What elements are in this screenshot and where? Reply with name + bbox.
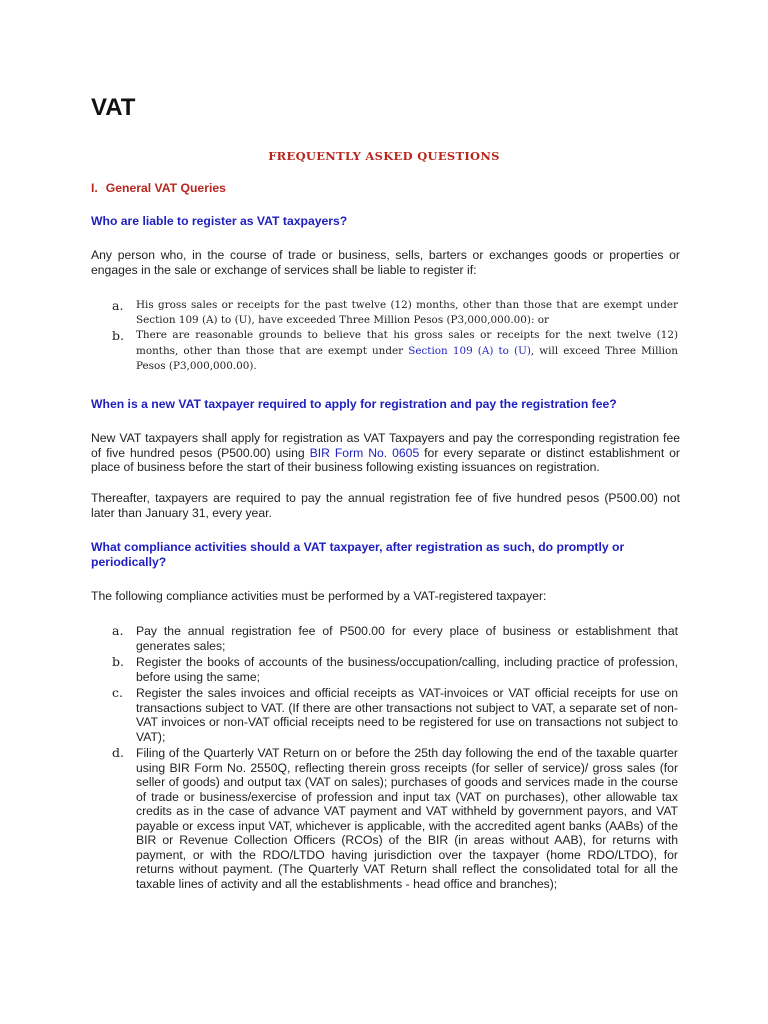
answer-compliance-activities: The following compliance activities must be performed by a VAT-registered taxpayer: <box>91 589 547 603</box>
list-marker: b. <box>112 328 124 344</box>
question-compliance-activities: What compliance activities should a VAT taxpayer, after registration as such, do promptly or periodically? <box>91 540 625 569</box>
section-label: General VAT Queries <box>105 181 226 195</box>
liability-conditions-list <box>112 298 678 374</box>
list-marker: a. <box>112 623 124 638</box>
question-liable-to-register: Who are liable to register as VAT taxpayers? <box>91 214 348 228</box>
list-marker: c. <box>112 685 123 700</box>
list-item-text: Register the books of accounts of the business/occupation/calling, including practice of profession, before using the same; <box>136 655 678 684</box>
answer-new-vat-registration <box>91 431 680 475</box>
list-item <box>112 686 678 744</box>
answer-text: for every separate or distinct establishment or place of business before the start of their business following existing issuances on registration. <box>91 445 680 475</box>
answer-annual-fee: Thereafter, taxpayers are required to pay the annual registration fee of five hundred pesos (P500.00) not later than January 31, every year. <box>91 491 680 520</box>
answer-liable-to-register: Any person who, in the course of trade or business, sells, barters or exchanges goods or properties or engages in the sale or exchange of services shall be liable to register if: <box>91 248 680 277</box>
list-item-text: Filing of the Quarterly VAT Return on or before the 25th day following the end of the taxable quarter using BIR Form No. 2550Q, reflecting therein gross receipts (for seller of service)/ gross sales (for seller of goods) and output tax (VAT on sales); purchases of goods and services made in the course of trade or business/exercise of profession and input tax (VAT on purchases), other allowable tax credits as in the case of advance VAT payment and VAT withheld by government payors, and VAT payable or excess input VAT, whichever is applicable, with the accredited agent banks (AABs) of the BIR or Revenue Collection Officers (RCOs) of the BIR (in areas without AAB), for returns with payment, or with the RDO/LTDO having jurisdiction over the taxpayer (home RDO/LTDO), for returns without payment. (The Quarterly VAT Return shall reflect the consolidated total for all the taxable lines of activity and all the establishments - head office and branches); <box>136 746 678 891</box>
list-item <box>112 298 678 328</box>
compliance-activities-list <box>112 624 678 893</box>
section-109-link[interactable]: Section 109 (A) to (U) <box>408 344 531 357</box>
list-item-text: His gross sales or receipts for the past twelve (12) months, other than those that are exempt under Section 109 (A) to (U), have exceeded Three Million Pesos (P3,000,000.00): or <box>136 299 678 327</box>
list-marker: b. <box>112 654 124 669</box>
section-heading <box>91 181 226 195</box>
faq-heading: FREQUENTLY ASKED QUESTIONS <box>268 149 500 163</box>
list-item <box>112 624 678 653</box>
list-item-text: There are reasonable grounds to believe that his gross sales or receipts for the next twelve (12) months, other than those that are exempt under <box>136 329 678 357</box>
list-item-text: Pay the annual registration fee of P500.00 for every place of business or establishment that generates sales; <box>136 624 678 653</box>
list-marker: a. <box>112 298 124 313</box>
answer-text: New VAT taxpayers shall apply for registration as VAT Taxpayers and pay the corresponding registration fee of five hundred pesos (P500.00) using <box>91 431 680 460</box>
list-item-text: Register the sales invoices and official receipts as VAT-invoices or VAT official receipts for use on transactions subject to VAT. (If there are other transactions not subject to VAT, a separate set of non-VAT invoices or non-VAT official receipts need to be registered for use on transactions not subject to VAT); <box>136 686 678 744</box>
list-item <box>112 328 678 374</box>
list-item <box>112 746 678 891</box>
section-number: I. <box>91 181 98 195</box>
list-item <box>112 655 678 684</box>
list-item-text: , will exceed Three Million Pesos (P3,000,000.00). <box>136 344 678 372</box>
question-new-vat-registration: When is a new VAT taxpayer required to apply for registration and pay the registration fee? <box>91 397 617 411</box>
document-title: VAT <box>91 94 136 121</box>
list-marker: d. <box>112 745 124 760</box>
bir-form-0605-link[interactable]: BIR Form No. 0605 <box>309 445 420 460</box>
